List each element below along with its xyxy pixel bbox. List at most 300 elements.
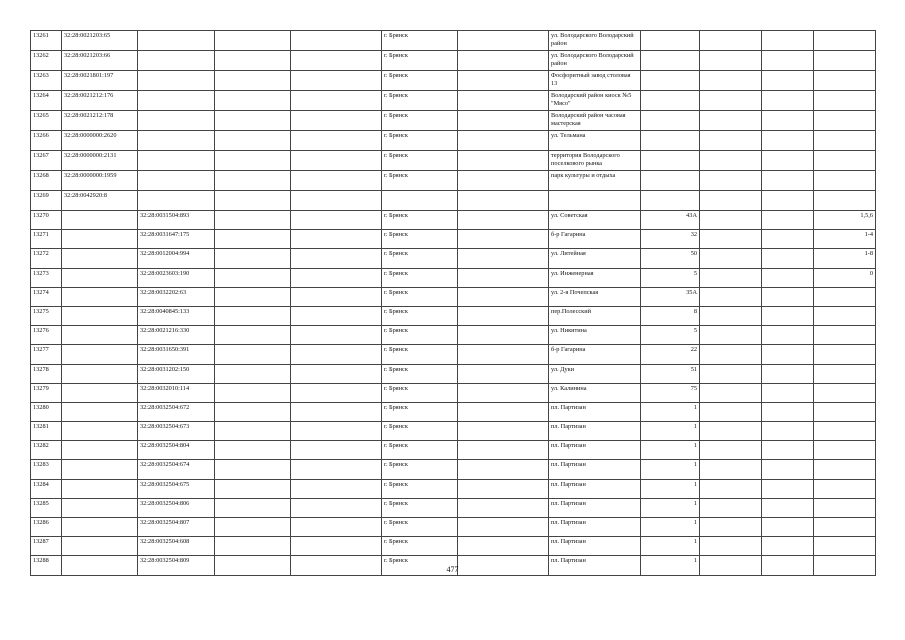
cell-cadastral-number <box>62 441 138 460</box>
cell-empty <box>215 111 291 131</box>
cell-house-number: 32 <box>641 230 700 249</box>
cell-house-number: 75 <box>641 383 700 402</box>
cell-apartment-numbers <box>814 460 876 479</box>
cell-address: Володарский район киоск №5 "Мясо" <box>549 91 641 111</box>
cell-record-number: 13286 <box>31 518 62 537</box>
cell-cadastral-number <box>62 537 138 556</box>
cell-empty <box>215 51 291 71</box>
cell-empty <box>762 460 814 479</box>
cell-apartment-numbers: 1-4 <box>814 230 876 249</box>
cell-city: г. Брянск <box>382 249 458 268</box>
cell-empty <box>762 91 814 111</box>
cell-empty <box>215 518 291 537</box>
table-row <box>31 249 876 268</box>
cell-record-number: 13268 <box>31 171 62 191</box>
cell-cadastral-number <box>62 422 138 441</box>
cell-address: ул. Калинина <box>549 383 641 402</box>
cell-empty <box>458 518 549 537</box>
cell-empty <box>291 383 382 402</box>
cell-cadastral-number: 32:28:0021203:66 <box>62 51 138 71</box>
cell-empty <box>458 441 549 460</box>
cell-apartment-numbers: 0 <box>814 268 876 287</box>
cell-building-cadastral-number: 32:28:0021216:330 <box>138 326 215 345</box>
table-row <box>31 230 876 249</box>
cell-building-cadastral-number: 32:28:0031504:893 <box>138 211 215 230</box>
cell-address: пл. Партизан <box>549 479 641 498</box>
cell-city: г. Брянск <box>382 345 458 364</box>
cell-house-number <box>641 91 700 111</box>
cell-record-number: 13283 <box>31 460 62 479</box>
cell-empty <box>762 306 814 325</box>
cell-city: г. Брянск <box>382 91 458 111</box>
cell-city: г. Брянск <box>382 211 458 230</box>
cell-empty <box>458 479 549 498</box>
table-row <box>31 91 876 111</box>
cell-empty <box>700 31 762 51</box>
cell-empty <box>762 518 814 537</box>
cell-record-number: 13270 <box>31 211 62 230</box>
cell-address: пл. Партизан <box>549 460 641 479</box>
cell-address: пл. Партизан <box>549 556 641 575</box>
cell-apartment-numbers <box>814 91 876 111</box>
cell-empty <box>458 151 549 171</box>
cell-cadastral-number: 32:28:0021212:178 <box>62 111 138 131</box>
table-row <box>31 364 876 383</box>
cell-empty <box>762 51 814 71</box>
cell-address: ул. Никитина <box>549 326 641 345</box>
cell-record-number: 13266 <box>31 131 62 151</box>
cell-apartment-numbers <box>814 287 876 306</box>
cell-empty <box>700 211 762 230</box>
cell-empty <box>700 51 762 71</box>
cell-cadastral-number <box>62 479 138 498</box>
cell-city: г. Брянск <box>382 51 458 71</box>
cell-apartment-numbers <box>814 422 876 441</box>
cell-empty <box>458 131 549 151</box>
table-row <box>31 441 876 460</box>
cell-apartment-numbers <box>814 191 876 211</box>
cell-empty <box>700 498 762 517</box>
cell-empty <box>700 537 762 556</box>
cell-cadastral-number <box>62 383 138 402</box>
cell-empty <box>215 287 291 306</box>
cell-empty <box>215 364 291 383</box>
cell-empty <box>762 326 814 345</box>
cell-empty <box>700 306 762 325</box>
cell-city: г. Брянск <box>382 131 458 151</box>
table-row <box>31 31 876 51</box>
cell-cadastral-number: 32:28:0021203:65 <box>62 31 138 51</box>
cell-cadastral-number <box>62 460 138 479</box>
cell-house-number: 1 <box>641 537 700 556</box>
cell-cadastral-number: 32:28:0000000:2620 <box>62 131 138 151</box>
cell-empty <box>215 91 291 111</box>
cell-building-cadastral-number <box>138 151 215 171</box>
cell-empty <box>762 171 814 191</box>
cell-record-number: 13277 <box>31 345 62 364</box>
cell-empty <box>458 498 549 517</box>
cell-empty <box>458 268 549 287</box>
cell-cadastral-number <box>62 498 138 517</box>
cell-house-number: 8 <box>641 306 700 325</box>
cell-building-cadastral-number <box>138 111 215 131</box>
cell-empty <box>291 518 382 537</box>
cell-empty <box>700 460 762 479</box>
cell-house-number <box>641 71 700 91</box>
cell-apartment-numbers <box>814 71 876 91</box>
cell-house-number: 1 <box>641 479 700 498</box>
cell-record-number: 13285 <box>31 498 62 517</box>
cell-empty <box>291 249 382 268</box>
cell-empty <box>700 518 762 537</box>
table-row <box>31 326 876 345</box>
cell-cadastral-number <box>62 306 138 325</box>
cell-empty <box>291 131 382 151</box>
cell-empty <box>215 306 291 325</box>
cell-building-cadastral-number: 32:28:0023603:190 <box>138 268 215 287</box>
cell-record-number: 13273 <box>31 268 62 287</box>
cell-empty <box>215 230 291 249</box>
cell-empty <box>458 31 549 51</box>
cell-empty <box>762 479 814 498</box>
cell-apartment-numbers <box>814 51 876 71</box>
cell-empty <box>700 171 762 191</box>
cell-empty <box>215 460 291 479</box>
cell-building-cadastral-number <box>138 91 215 111</box>
cell-record-number: 13287 <box>31 537 62 556</box>
cell-record-number: 13264 <box>31 91 62 111</box>
cell-record-number: 13274 <box>31 287 62 306</box>
cell-address: ул. Дуки <box>549 364 641 383</box>
cell-empty <box>458 249 549 268</box>
cell-empty <box>291 441 382 460</box>
cell-apartment-numbers <box>814 364 876 383</box>
cell-house-number: 22 <box>641 345 700 364</box>
table-row <box>31 191 876 211</box>
table-row <box>31 537 876 556</box>
cell-address: пл. Партизан <box>549 422 641 441</box>
cell-building-cadastral-number: 32:28:0031647:175 <box>138 230 215 249</box>
cell-empty <box>291 91 382 111</box>
cell-city: г. Брянск <box>382 71 458 91</box>
cell-city: г. Брянск <box>382 268 458 287</box>
cell-cadastral-number: 32:28:0021212:176 <box>62 91 138 111</box>
cell-apartment-numbers <box>814 537 876 556</box>
cell-apartment-numbers <box>814 111 876 131</box>
cell-house-number <box>641 191 700 211</box>
cell-empty <box>700 249 762 268</box>
cell-record-number: 13272 <box>31 249 62 268</box>
cell-record-number: 13263 <box>31 71 62 91</box>
cell-empty <box>700 326 762 345</box>
cell-empty <box>291 460 382 479</box>
cell-empty <box>762 131 814 151</box>
table-row <box>31 479 876 498</box>
cell-empty <box>291 306 382 325</box>
cell-empty <box>215 537 291 556</box>
cell-building-cadastral-number <box>138 31 215 51</box>
cell-record-number: 13269 <box>31 191 62 211</box>
cell-city: г. Брянск <box>382 287 458 306</box>
cell-empty <box>762 537 814 556</box>
cell-building-cadastral-number: 32:28:0032504:673 <box>138 422 215 441</box>
cell-empty <box>762 268 814 287</box>
cell-record-number: 13288 <box>31 556 62 575</box>
cell-apartment-numbers <box>814 306 876 325</box>
cell-address: пл. Партизан <box>549 518 641 537</box>
cell-address: ул. Володарского Володарский район <box>549 51 641 71</box>
cell-empty <box>762 191 814 211</box>
cell-address: ул. Инженерная <box>549 268 641 287</box>
cell-house-number <box>641 171 700 191</box>
cell-empty <box>215 71 291 91</box>
cell-record-number: 13265 <box>31 111 62 131</box>
cell-apartment-numbers <box>814 345 876 364</box>
cell-empty <box>458 171 549 191</box>
cell-empty <box>458 71 549 91</box>
cell-address <box>549 191 641 211</box>
cell-building-cadastral-number <box>138 51 215 71</box>
cell-building-cadastral-number <box>138 71 215 91</box>
cell-city: г. Брянск <box>382 422 458 441</box>
cell-empty <box>762 249 814 268</box>
cell-empty <box>215 268 291 287</box>
cell-empty <box>215 479 291 498</box>
cell-empty <box>458 422 549 441</box>
cell-building-cadastral-number: 32:28:0040845:133 <box>138 306 215 325</box>
cell-empty <box>215 326 291 345</box>
cell-address: ул. Володарского Володарский район <box>549 31 641 51</box>
cell-empty <box>291 422 382 441</box>
table-row <box>31 402 876 421</box>
cell-empty <box>762 287 814 306</box>
cell-empty <box>291 151 382 171</box>
cell-empty <box>291 364 382 383</box>
property-register-table <box>30 30 876 576</box>
register-body <box>31 31 876 576</box>
table-row <box>31 71 876 91</box>
cell-empty <box>762 498 814 517</box>
cell-address: парк культуры и отдыха <box>549 171 641 191</box>
cell-empty <box>215 498 291 517</box>
cell-apartment-numbers <box>814 383 876 402</box>
cell-apartment-numbers <box>814 171 876 191</box>
cell-empty <box>291 211 382 230</box>
cell-record-number: 13276 <box>31 326 62 345</box>
cell-cadastral-number: 32:28:0000000:1959 <box>62 171 138 191</box>
cell-empty <box>700 71 762 91</box>
table-row <box>31 383 876 402</box>
cell-address: ул. Тельмана <box>549 131 641 151</box>
cell-building-cadastral-number: 32:28:0032504:674 <box>138 460 215 479</box>
cell-empty <box>215 31 291 51</box>
cell-empty <box>291 479 382 498</box>
cell-empty <box>458 383 549 402</box>
cell-building-cadastral-number: 32:28:0032504:804 <box>138 441 215 460</box>
cell-apartment-numbers <box>814 441 876 460</box>
cell-apartment-numbers <box>814 31 876 51</box>
cell-city <box>382 191 458 211</box>
table-row <box>31 171 876 191</box>
cell-city: г. Брянск <box>382 402 458 421</box>
cell-address: ул. Советская <box>549 211 641 230</box>
cell-apartment-numbers <box>814 518 876 537</box>
cell-cadastral-number <box>62 211 138 230</box>
cell-cadastral-number <box>62 326 138 345</box>
cell-empty <box>700 287 762 306</box>
cell-record-number: 13278 <box>31 364 62 383</box>
cell-building-cadastral-number: 32:28:0032504:608 <box>138 537 215 556</box>
cell-empty <box>458 91 549 111</box>
cell-house-number: 1 <box>641 518 700 537</box>
cell-house-number: 35А <box>641 287 700 306</box>
cell-empty <box>762 402 814 421</box>
cell-empty <box>700 422 762 441</box>
table-row <box>31 211 876 230</box>
table-row <box>31 268 876 287</box>
cell-empty <box>215 441 291 460</box>
cell-cadastral-number <box>62 230 138 249</box>
table-row <box>31 460 876 479</box>
cell-empty <box>700 111 762 131</box>
cell-address: пл. Партизан <box>549 498 641 517</box>
cell-house-number <box>641 51 700 71</box>
cell-empty <box>762 151 814 171</box>
cell-house-number <box>641 31 700 51</box>
cell-empty <box>762 111 814 131</box>
cell-empty <box>762 230 814 249</box>
cell-empty <box>762 345 814 364</box>
cell-empty <box>291 268 382 287</box>
cell-record-number: 13261 <box>31 31 62 51</box>
cell-apartment-numbers <box>814 402 876 421</box>
cell-house-number: 43А <box>641 211 700 230</box>
cell-building-cadastral-number <box>138 191 215 211</box>
cell-empty <box>291 71 382 91</box>
cell-empty <box>215 402 291 421</box>
cell-empty <box>215 171 291 191</box>
cell-house-number <box>641 111 700 131</box>
cell-house-number: 50 <box>641 249 700 268</box>
cell-empty <box>458 287 549 306</box>
cell-record-number: 13271 <box>31 230 62 249</box>
cell-house-number: 5 <box>641 268 700 287</box>
cell-empty <box>291 111 382 131</box>
cell-empty <box>700 191 762 211</box>
cell-empty <box>762 383 814 402</box>
cell-apartment-numbers <box>814 326 876 345</box>
cell-house-number: 51 <box>641 364 700 383</box>
table-row <box>31 306 876 325</box>
cell-record-number: 13267 <box>31 151 62 171</box>
page-number: 477 <box>446 565 459 574</box>
cell-empty <box>458 460 549 479</box>
cell-empty <box>458 345 549 364</box>
cell-empty <box>700 131 762 151</box>
cell-empty <box>215 191 291 211</box>
cell-building-cadastral-number: 32:28:0032504:809 <box>138 556 215 575</box>
cell-house-number: 5 <box>641 326 700 345</box>
cell-house-number: 1 <box>641 402 700 421</box>
table-row <box>31 151 876 171</box>
cell-address: пл. Партизан <box>549 441 641 460</box>
cell-empty <box>700 383 762 402</box>
cell-empty <box>458 402 549 421</box>
cell-city: г. Брянск <box>382 518 458 537</box>
cell-city: г. Брянск <box>382 556 458 575</box>
table-row <box>31 131 876 151</box>
cell-city: г. Брянск <box>382 31 458 51</box>
cell-empty <box>762 441 814 460</box>
cell-city: г. Брянск <box>382 151 458 171</box>
cell-empty <box>458 364 549 383</box>
table-row <box>31 498 876 517</box>
cell-empty <box>291 230 382 249</box>
cell-building-cadastral-number: 32:28:0032504:807 <box>138 518 215 537</box>
cell-empty <box>700 479 762 498</box>
cell-city: г. Брянск <box>382 460 458 479</box>
cell-record-number: 13281 <box>31 422 62 441</box>
table-row <box>31 518 876 537</box>
cell-empty <box>291 171 382 191</box>
cell-city: г. Брянск <box>382 479 458 498</box>
cell-empty <box>291 537 382 556</box>
cell-empty <box>215 131 291 151</box>
table-row <box>31 111 876 131</box>
cell-cadastral-number <box>62 518 138 537</box>
cell-empty <box>458 111 549 131</box>
cell-address: ул. Литейная <box>549 249 641 268</box>
cell-address: пл. Партизан <box>549 537 641 556</box>
cell-address: б-р Гагарина <box>549 230 641 249</box>
cell-empty <box>291 31 382 51</box>
cell-apartment-numbers: 1,5,6 <box>814 211 876 230</box>
cell-empty <box>291 287 382 306</box>
cell-city: г. Брянск <box>382 383 458 402</box>
cell-empty <box>291 51 382 71</box>
cell-cadastral-number <box>62 402 138 421</box>
cell-address: территория Володарского поселкового рынка <box>549 151 641 171</box>
cell-address: б-р Гагарина <box>549 345 641 364</box>
cell-house-number: 1 <box>641 498 700 517</box>
cell-empty <box>700 345 762 364</box>
cell-empty <box>700 268 762 287</box>
cell-record-number: 13282 <box>31 441 62 460</box>
cell-empty <box>700 91 762 111</box>
cell-record-number: 13284 <box>31 479 62 498</box>
cell-cadastral-number <box>62 287 138 306</box>
cell-city: г. Брянск <box>382 171 458 191</box>
cell-empty <box>458 191 549 211</box>
cell-building-cadastral-number: 32:28:0012004:994 <box>138 249 215 268</box>
cell-city: г. Брянск <box>382 441 458 460</box>
cell-empty <box>458 211 549 230</box>
cell-city: г. Брянск <box>382 326 458 345</box>
cell-house-number <box>641 131 700 151</box>
cell-address: пер.Полесский <box>549 306 641 325</box>
cell-house-number <box>641 151 700 171</box>
cell-record-number: 13280 <box>31 402 62 421</box>
cell-empty <box>215 345 291 364</box>
cell-cadastral-number: 32:28:0021801:197 <box>62 71 138 91</box>
cell-cadastral-number: 32:28:0000000:2131 <box>62 151 138 171</box>
cell-apartment-numbers <box>814 131 876 151</box>
cell-empty <box>291 345 382 364</box>
cell-address: ул. 2-я Почепская <box>549 287 641 306</box>
table-row <box>31 287 876 306</box>
table-row <box>31 51 876 71</box>
cell-building-cadastral-number: 32:28:0032202:63 <box>138 287 215 306</box>
